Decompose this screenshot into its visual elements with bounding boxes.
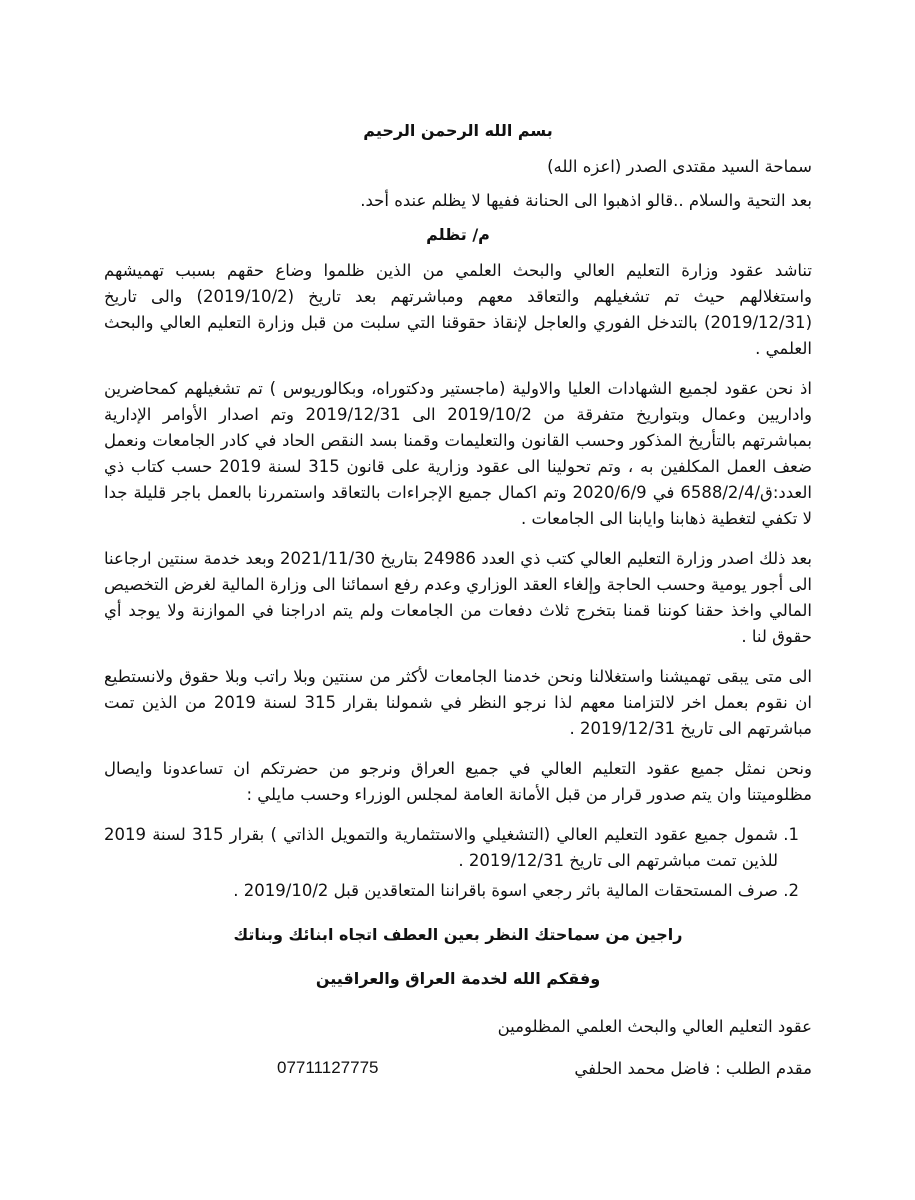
subject-line: م/ تظلم [426,225,490,244]
recipient-line: سماحة السيد مقتدى الصدر (اعزه الله) [547,157,812,176]
demand-item: 2. صرف المستحقات المالية باثر رجعي اسوة باقراننا المتعاقدين قبل 2019/10/2 . [104,878,778,904]
applicant-line: مقدم الطلب : فاضل محمد الحلفي [574,1059,812,1078]
paragraph-1: تناشد عقود وزارة التعليم العالي والبحث العلمي من الذين ظلموا وضاع حقهم بسبب تهميشهم واستغلالهم حيث تم تشغيلهم والتعاقد معهم ومباشرتهم بعد تاريخ (2019/10/2) والى تاريخ (2019/12/31) بالتدخل الفوري والعاجل لإنقاذ حقوقنا التي سلبت من قبل وزارة التعليم العالي والبحث العلمي . [104,261,812,358]
closing-line-1: راجين من سماحتك النظر بعين العطف اتجاه ابنائك وبناتك [233,925,683,944]
phone-number: 07711127775 [277,1058,379,1077]
paragraph-3: بعد ذلك اصدر وزارة التعليم العالي كتب ذي العدد 24986 بتاريخ 2021/11/30 وبعد خدمة سنتين ارجاعنا الى أجور يومية وحسب الحاجة وإلغاء العقد الوزاري وعدم رفع اسمائنا الى وزارة المالية لغرض التخصيص المالي واخذ حقنا كوننا قمنا بتخرج ثلاث دفعات من الجامعات ولم يتم ادراجنا في الموازنة ولا يوجد أي حقوق لنا . [104,549,812,646]
signature-line: عقود التعليم العالي والبحث العلمي المظلومين [497,1017,812,1036]
basmala-heading: بسم الله الرحمن الرحيم [363,121,553,140]
letter-body [104,118,812,1082]
closing-line-2: وفقكم الله لخدمة العراق والعراقيين [315,969,601,988]
greeting-line: بعد التحية والسلام ..قالو اذهبوا الى الحنانة ففيها لا يظلم عنده أحد. [360,191,812,210]
paragraph-4: الى متى يبقى تهميشنا واستغلالنا ونحن خدمنا الجامعات لأكثر من سنتين وبلا راتب وبلا حقوق ولانستطيع ان نقوم بعمل اخر لالتزامنا معهم لذا نرجو النظر في شمولنا بقرار 315 لسنة 2019 من الذين تمت مباشرتهم الى تاريخ 2019/12/31 . [104,667,812,738]
demand-item: 1. شمول جميع عقود التعليم العالي (التشغيلي والاستثمارية والتمويل الذاتي ) بقرار 315 لسنة 2019 للذين تمت مباشرتهم الى تاريخ 2019/12/31 . [104,822,778,874]
paragraph-5: ونحن نمثل جميع عقود التعليم العالي في جميع العراق ونرجو من حضرتكم ان تساعدونا وايصال مظلوميتنا وان يتم صدور قرار من قبل الأمانة العامة لمجلس الوزراء وحسب مايلي : [104,759,812,804]
paragraph-2: اذ نحن عقود لجميع الشهادات العليا والاولية (ماجستير ودكتوراه، وبكالوريوس ) تم تشغيلهم كمحاضرين واداريين وعمال وبتواريخ متفرقة من 2019/10/2 الى 2019/12/31 وتم اصدار الأوامر الإدارية بمباشرتهم بالتأريخ المذكور وحسب القانون والتعليمات وقمنا بسد النقص الحاد في كادر الجامعات ونعمل ضعف العمل المكلفين به ، وتم تحولينا الى عقود وزارية على قانون 315 لسنة 2019 حسب كتاب ذي العدد:ق/6588/2/4 في 2020/6/9 وتم اكمال جميع الإجراءات بالتعاقد واستمررنا بالعمل باجر قليلة جدا لا تكفي لتغطية ذهابنا وايابنا الى الجامعات . [104,379,813,528]
demands-list [104,822,812,904]
